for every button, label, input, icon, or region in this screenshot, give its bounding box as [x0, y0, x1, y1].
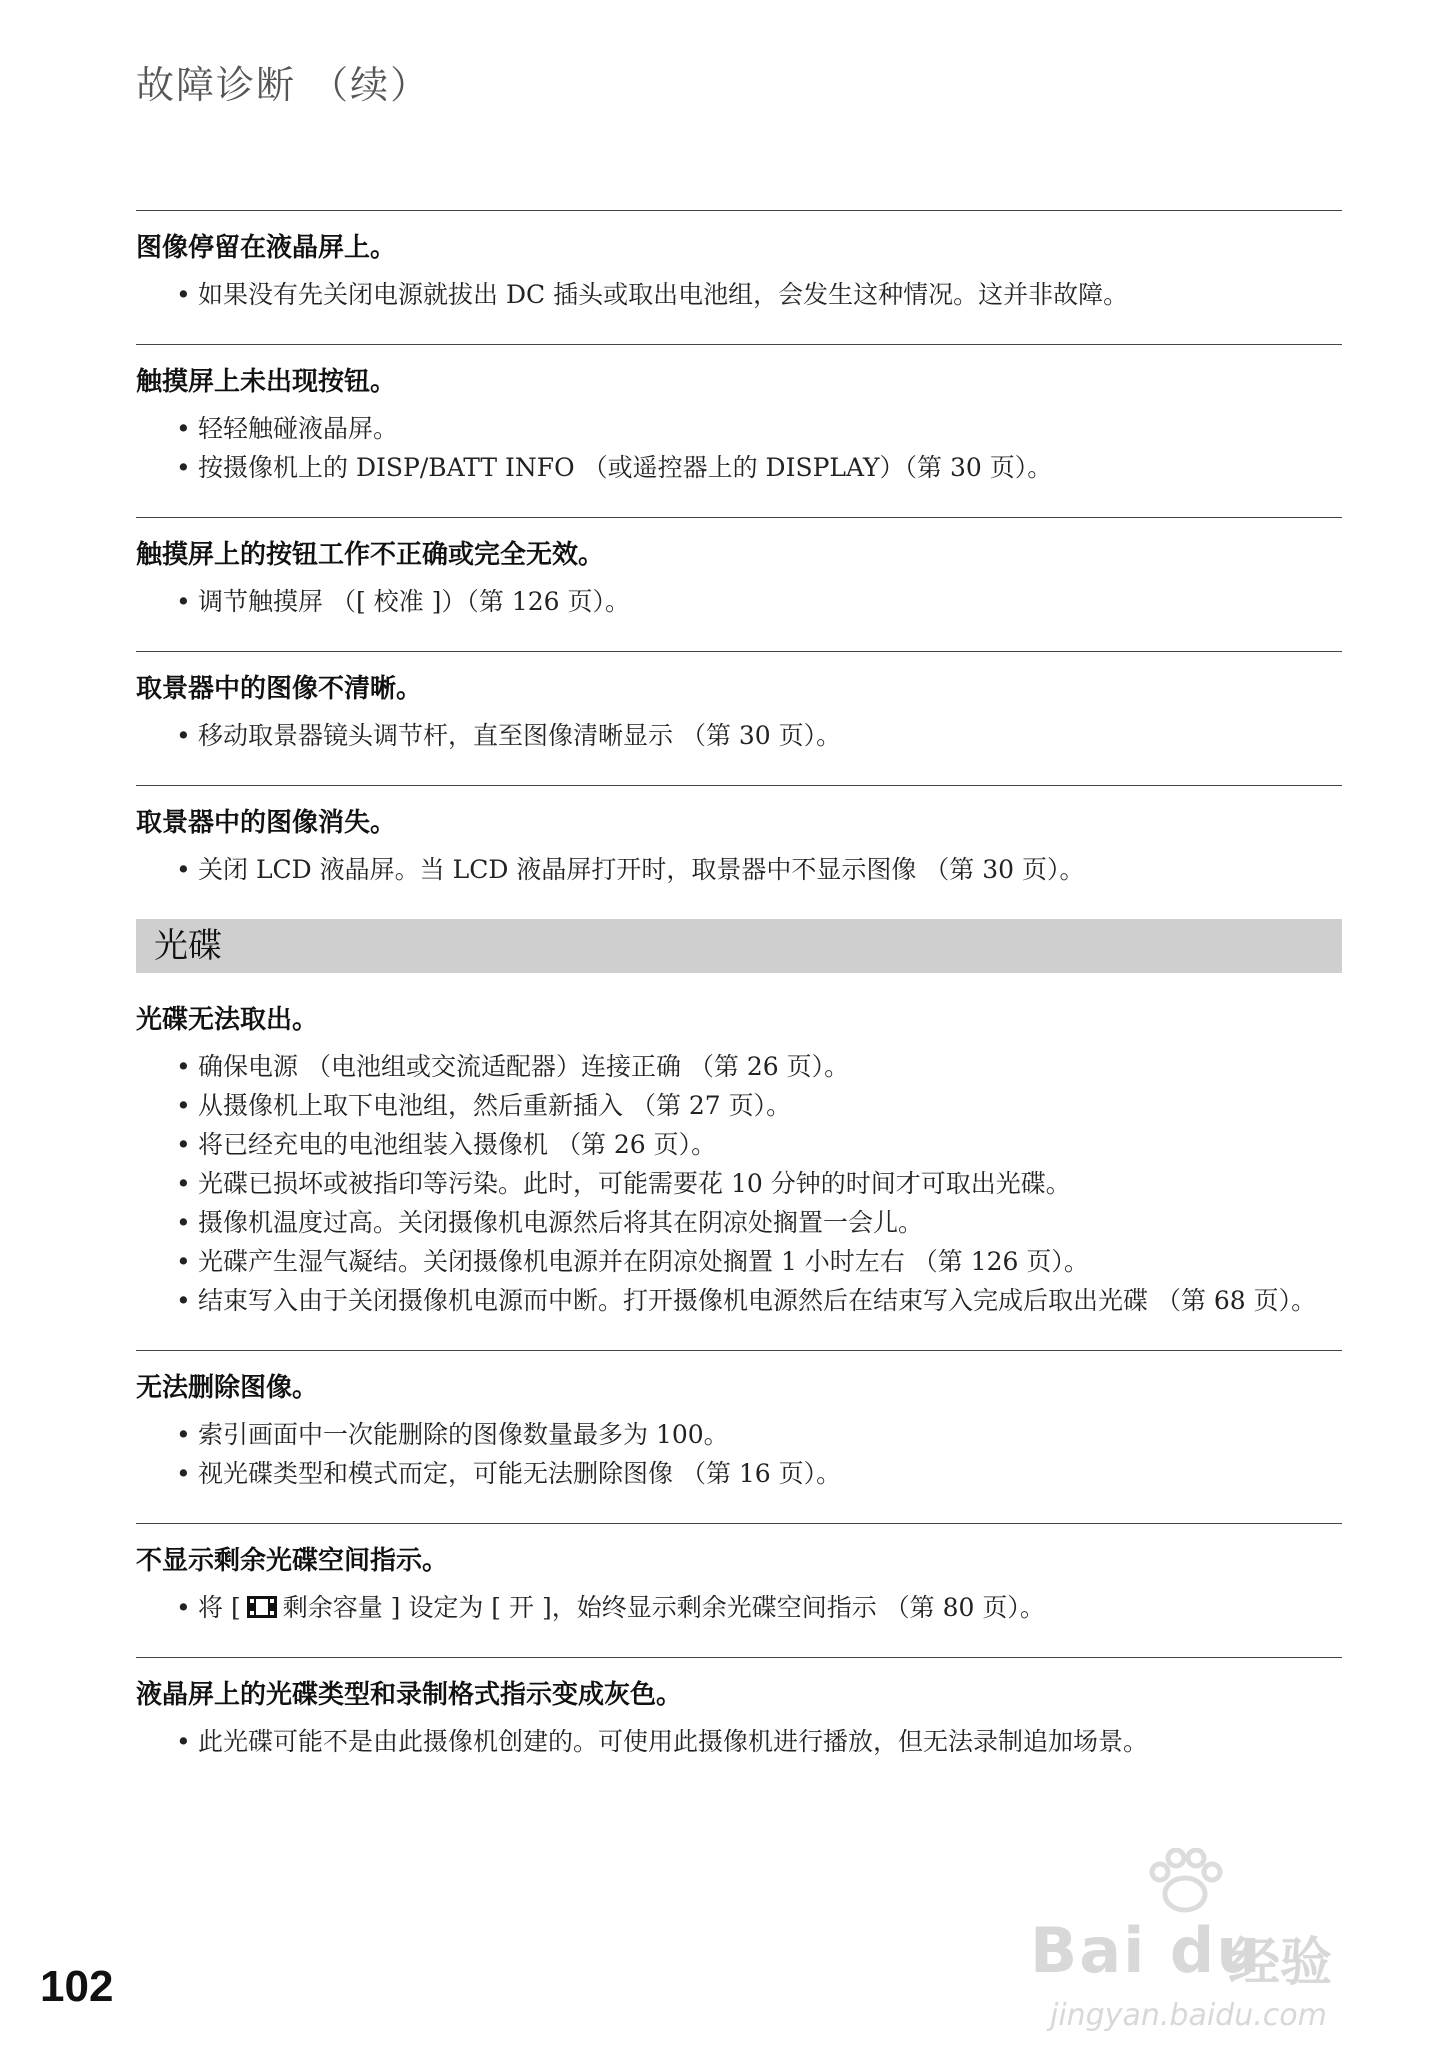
bullet-item: • 摄像机温度过高。关闭摄像机电源然后将其在阴凉处搁置一会儿。 — [198, 1203, 1342, 1242]
section-heading: 光碟无法取出。 — [136, 1005, 319, 1035]
bullet-item: • 确保电源 （电池组或交流适配器）连接正确 （第 26 页）。 — [198, 1047, 1342, 1086]
bullet-item: • 关闭 LCD 液晶屏。当 LCD 液晶屏打开时，取景器中不显示图像 （第 30 页）。 — [198, 850, 1342, 889]
bullet-icon: • — [176, 1208, 191, 1237]
bullet-item: • 从摄像机上取下电池组，然后重新插入 （第 27 页）。 — [198, 1086, 1342, 1125]
bullet-icon: • — [176, 280, 191, 309]
section-disc-eject — [136, 995, 1342, 1350]
section-viewfinder-disappears — [136, 785, 1342, 915]
bullet-item: • 光碟产生湿气凝结。关闭摄像机电源并在阴凉处搁置 1 小时左右 （第 126 页）。 — [198, 1242, 1342, 1281]
bullet-icon: • — [176, 1169, 191, 1198]
bullet-icon: • — [176, 1459, 191, 1488]
section-image-stuck — [136, 210, 1342, 344]
bullet-icon: • — [176, 721, 191, 750]
bullet-item: • 按摄像机上的 DISP/BATT INFO （或遥控器上的 DISPLAY）（第 30 页）。 — [198, 448, 1342, 487]
section-heading: 取景器中的图像消失。 — [136, 808, 397, 838]
bullet-icon: • — [176, 1727, 191, 1756]
section-heading: 无法删除图像。 — [136, 1373, 319, 1403]
section-no-buttons — [136, 344, 1342, 517]
bullet-icon: • — [176, 1091, 191, 1120]
paw-icon — [1140, 1848, 1230, 1918]
watermark-brand: Bai du — [1030, 1914, 1263, 1987]
bullet-item: • 光碟已损坏或被指印等污染。此时，可能需要花 10 分钟的时间才可取出光碟。 — [198, 1164, 1342, 1203]
section-buttons-malfunction — [136, 517, 1342, 651]
watermark-suffix: 经验 — [1228, 1933, 1333, 1993]
bullet-item: • 调节触摸屏 （[ 校准 ]）（第 126 页）。 — [198, 582, 1342, 621]
bullet-icon: • — [176, 453, 191, 482]
section-gray-indicators — [136, 1657, 1342, 1791]
section-viewfinder-blurry — [136, 651, 1342, 785]
section-heading: 图像停留在液晶屏上。 — [136, 233, 397, 263]
page-title: 故障诊断 （续） — [136, 63, 431, 107]
bullet-icon: • — [176, 1052, 191, 1081]
section-cannot-delete — [136, 1350, 1342, 1523]
disc-remaining-icon — [245, 1593, 279, 1621]
bullet-item: • 将 [ 剩余容量 ] 设定为 [ 开 ]，始终显示剩余光碟空间指示 （第 80 页）。 — [198, 1588, 1342, 1627]
bullet-item: • 此光碟可能不是由此摄像机创建的。可使用此摄像机进行播放，但无法录制追加场景。 — [198, 1722, 1342, 1761]
bullet-icon: • — [176, 1130, 191, 1159]
bullet-item: • 移动取景器镜头调节杆，直至图像清晰显示 （第 30 页）。 — [198, 716, 1342, 755]
page-number: 102 — [40, 1962, 114, 2011]
section-heading: 取景器中的图像不清晰。 — [136, 674, 423, 704]
section-heading: 触摸屏上未出现按钮。 — [136, 367, 397, 397]
bullet-item: • 视光碟类型和模式而定，可能无法删除图像 （第 16 页）。 — [198, 1454, 1342, 1493]
bullet-icon: • — [176, 855, 191, 884]
watermark-url: jingyan.baidu.com — [1050, 1998, 1327, 2033]
section-no-remaining-space — [136, 1523, 1342, 1657]
section-heading: 液晶屏上的光碟类型和录制格式指示变成灰色。 — [136, 1680, 683, 1710]
bullet-icon: • — [176, 1593, 191, 1622]
bullet-icon: • — [176, 414, 191, 443]
troubleshooting-content — [136, 210, 1342, 1791]
bullet-icon: • — [176, 1247, 191, 1276]
section-heading: 触摸屏上的按钮工作不正确或完全无效。 — [136, 540, 605, 570]
baidu-watermark — [1030, 1848, 1360, 2048]
bullet-icon: • — [176, 1420, 191, 1449]
bullet-item: • 如果没有先关闭电源就拔出 DC 插头或取出电池组，会发生这种情况。这并非故障。 — [198, 275, 1342, 314]
bullet-item: • 轻轻触碰液晶屏。 — [198, 409, 1342, 448]
bullet-icon: • — [176, 1286, 191, 1315]
category-bar-disc: 光碟 — [136, 919, 1342, 973]
bullet-item: • 结束写入由于关闭摄像机电源而中断。打开摄像机电源然后在结束写入完成后取出光碟 （第 68 页）。 — [198, 1281, 1342, 1320]
bullet-item: • 索引画面中一次能删除的图像数量最多为 100。 — [198, 1415, 1342, 1454]
bullet-item: • 将已经充电的电池组装入摄像机 （第 26 页）。 — [198, 1125, 1342, 1164]
section-heading: 不显示剩余光碟空间指示。 — [136, 1546, 449, 1576]
bullet-icon: • — [176, 587, 191, 616]
